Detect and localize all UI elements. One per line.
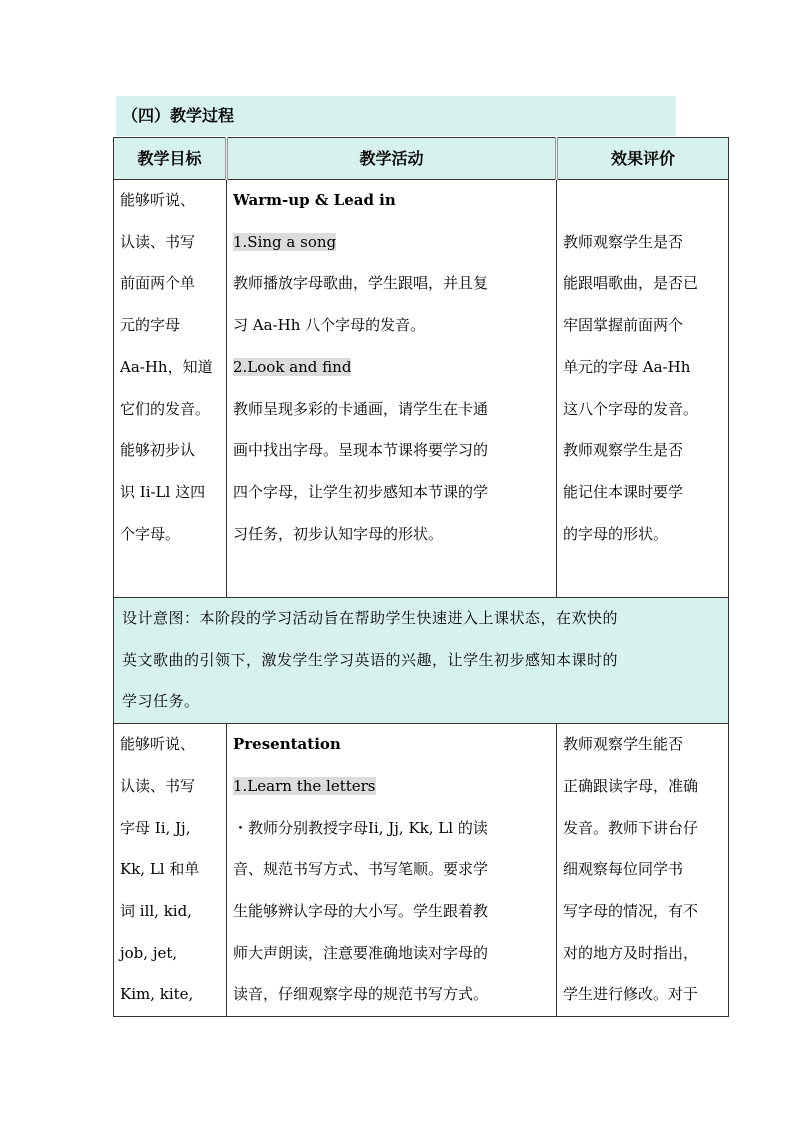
goal-line: 认读、书写 — [120, 232, 196, 251]
evaluation-line: 教师观察学生是否 — [563, 232, 684, 251]
goal-line: 前面两个单 — [120, 274, 196, 293]
activity-line: 四个字母，让学生初步感知本节课的学 — [233, 482, 489, 501]
step-heading: 1.Learn the letters — [233, 776, 376, 795]
table-header-row — [114, 138, 729, 180]
goal-line: 词 ill, kid, — [120, 901, 192, 920]
goal-line: Kk, Ll 和单 — [120, 860, 200, 879]
activity-line: 音、规范书写方式、书写笔顺。要求学 — [233, 860, 489, 879]
evaluation-line: 细观察每位同学书 — [563, 860, 684, 879]
evaluation-line: 发音。教师下讲台仔 — [563, 818, 699, 837]
goal-line: 认读、书写 — [120, 776, 196, 795]
goals-cell — [114, 724, 227, 1017]
goal-line: 能够听说、 — [120, 735, 196, 754]
design-intent-line: 设计意图：本阶段的学习活动旨在帮助学生快速进入上课状态，在欢快的 — [122, 609, 619, 627]
activities-cell — [227, 724, 557, 1017]
activity-line: 师大声朗读，注意要准确地读对字母的 — [233, 943, 489, 962]
evaluation-line: 对的地方及时指出， — [563, 943, 699, 962]
evaluation-line: 学生进行修改。对于 — [563, 985, 699, 1004]
activity-line: 读音，仔细观察字母的规范书写方式。 — [233, 985, 489, 1004]
activity-line: 画中找出字母。呈现本节课将要学习的 — [233, 441, 489, 460]
activity-line: ・教师分别教授字母Ii, Jj, Kk, Ll 的读 — [233, 818, 488, 837]
teaching-process-table — [113, 137, 729, 1017]
activity-title: Warm-up & Lead in — [233, 191, 396, 209]
evaluation-line: 教师观察学生能否 — [563, 735, 684, 754]
evaluation-line: 的字母的形状。 — [563, 524, 669, 543]
activity-line: 习任务，初步认知字母的形状。 — [233, 524, 444, 543]
step-heading: 2.Look and find — [233, 357, 352, 376]
evaluation-cell — [557, 180, 729, 598]
goal-line: 元的字母 — [120, 316, 181, 335]
evaluation-line: 能记住本课时要学 — [563, 482, 684, 501]
goal-line: Aa-Hh，知道 — [120, 357, 213, 376]
design-intent-row — [114, 598, 729, 724]
activities-cell — [227, 180, 557, 598]
evaluation-line: 写字母的情况，有不 — [563, 901, 699, 920]
table-row — [114, 180, 729, 598]
goal-line: job, jet, — [120, 943, 178, 962]
header-goals: 教学目标 — [114, 138, 227, 180]
step-heading: 1.Sing a song — [233, 232, 337, 251]
goal-line: 它们的发音。 — [120, 399, 211, 418]
header-activities: 教学活动 — [227, 138, 557, 180]
goal-line: 能够听说、 — [120, 191, 196, 209]
activity-title: Presentation — [233, 735, 341, 754]
activity-line: 教师播放字母歌曲，学生跟唱，并且复 — [233, 274, 489, 293]
activity-line: 习 Aa-Hh 八个字母的发音。 — [233, 316, 426, 335]
table-row — [114, 724, 729, 1017]
goals-cell — [114, 180, 227, 598]
evaluation-line: 牢固掌握前面两个 — [563, 316, 684, 335]
evaluation-line: 单元的字母 Aa-Hh — [563, 357, 691, 376]
activity-line: 教师呈现多彩的卡通画，请学生在卡通 — [233, 399, 489, 418]
goal-line: 能够初步认 — [120, 441, 196, 460]
evaluation-cell — [557, 724, 729, 1017]
evaluation-line: 正确跟读字母，准确 — [563, 776, 699, 795]
activity-line: 生能够辨认字母的大小写。学生跟着教 — [233, 901, 489, 920]
goal-line: 字母 Ii, Jj, — [120, 818, 191, 837]
design-intent-line: 学习任务。 — [122, 692, 200, 711]
goal-line: Kim, kite, — [120, 985, 194, 1004]
design-intent-line: 英文歌曲的引领下，激发学生学习英语的兴趣，让学生初步感知本课时的 — [122, 650, 619, 669]
goal-line: 个字母。 — [120, 524, 181, 543]
evaluation-line: 教师观察学生是否 — [563, 441, 684, 460]
evaluation-line: 这八个字母的发音。 — [563, 399, 699, 418]
design-intent-cell — [114, 598, 729, 724]
header-evaluation: 效果评价 — [557, 138, 729, 180]
section-title: （四）教学过程 — [116, 96, 676, 136]
evaluation-line: 能跟唱歌曲，是否已 — [563, 274, 699, 293]
goal-line: 识 Ii-Ll 这四 — [120, 482, 206, 501]
